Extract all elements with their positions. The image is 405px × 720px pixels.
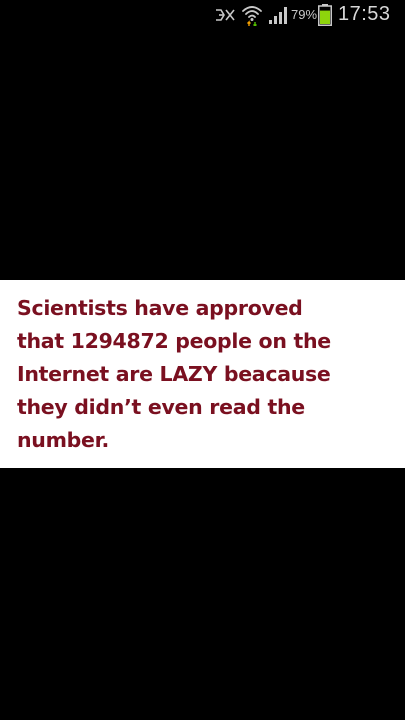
no-sim-icon — [214, 7, 236, 23]
meme-text — [17, 292, 399, 457]
wifi-icon — [241, 4, 263, 26]
battery-percent: 79% — [291, 7, 318, 22]
meme-line: they didn’t even read the — [17, 395, 305, 419]
meme-line: Scientists have approved — [17, 296, 303, 320]
meme-line: that 1294872 people on the — [17, 329, 331, 353]
meme-line: number. — [17, 428, 110, 452]
meme-line: Internet are LAZY beacause — [17, 362, 331, 386]
battery-icon — [318, 4, 332, 26]
meme-image — [0, 280, 405, 468]
clock: 17:53 — [338, 3, 391, 25]
signal-icon — [268, 5, 290, 25]
status-bar — [0, 0, 405, 28]
